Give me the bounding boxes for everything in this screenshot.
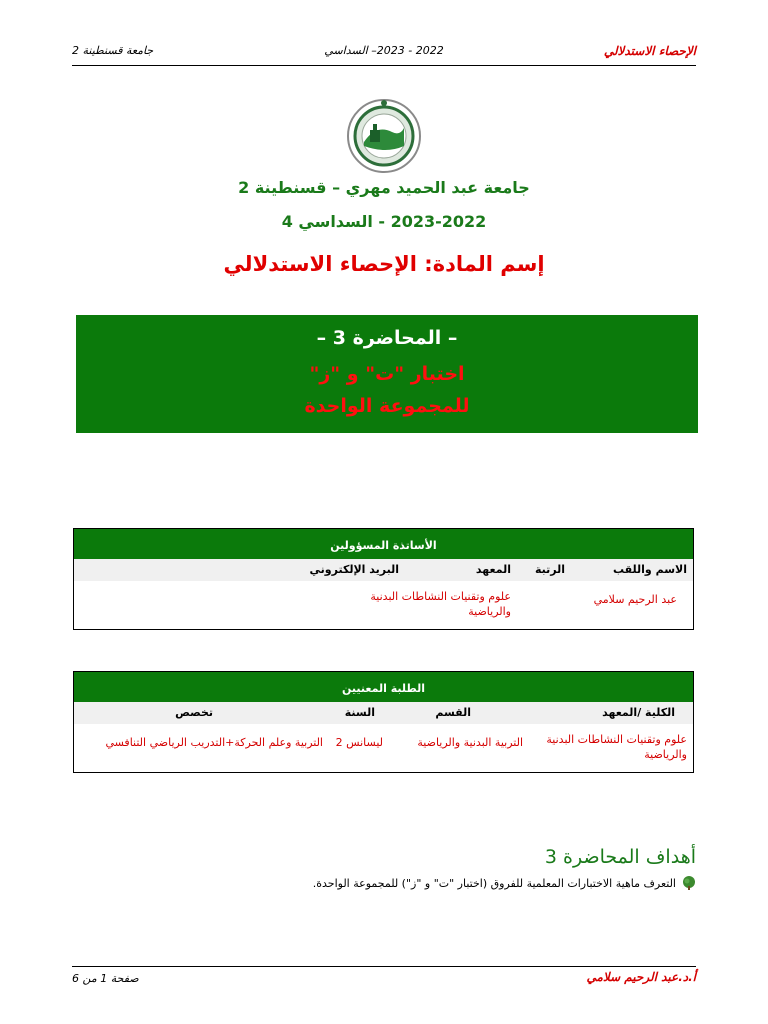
students-faculty: علوم وتقنيات النشاطات البدنية والرياضية (546, 733, 687, 761)
col-header-specialty: تخصص (175, 706, 213, 719)
col-header-name: الاسم واللقب (612, 563, 687, 576)
goals-heading: أهداف المحاضرة 3 (544, 846, 696, 868)
header-divider (72, 65, 696, 66)
lecture-banner (76, 315, 698, 433)
goal-item (313, 876, 696, 890)
subject-title: إسم المادة: الإحصاء الاستدلالي (223, 252, 545, 276)
col-header-institute: المعهد (475, 563, 511, 576)
header-university: جامعة قسنطينة 2 (72, 44, 154, 57)
goal-text: التعرف ماهية الاختبارات المعلمية للفروق (اختبار "ت" و "ز") للمجموعة الواحدة. (312, 876, 676, 890)
lecture-number: – المحاضرة 3 – (316, 327, 458, 349)
footer-divider (72, 966, 696, 967)
teacher-name: عبد الرحيم سلامي (593, 593, 677, 606)
teachers-table-title: الأساتذة المسؤولين (74, 529, 693, 559)
col-header-department: القسم (435, 706, 471, 719)
students-table-title: الطلبة المعنيين (74, 672, 693, 702)
col-header-year: السنة (344, 706, 375, 719)
students-year: ليسانس 2 (335, 736, 383, 749)
tree-bullet-icon (682, 876, 696, 890)
university-logo (346, 98, 422, 174)
footer-page-number: صفحة 1 من 6 (72, 972, 139, 985)
teachers-table (73, 528, 694, 630)
university-name: جامعة عبد الحميد مهري – قسنطينة 2 (238, 178, 530, 197)
semester-line: 2023-2022 - السداسي 4 (281, 212, 487, 231)
teacher-institute: علوم وتقنيات النشاطات البدنية والرياضية (370, 590, 511, 618)
table-row (74, 724, 693, 772)
col-header-faculty: الكلية /المعهد (602, 706, 675, 719)
col-header-email: البريد الإلكتروني (309, 563, 399, 576)
teachers-table-header-row (74, 559, 693, 581)
lecture-subtopic: للمجموعة الواحدة (304, 395, 470, 417)
col-header-rank: الرتبة (534, 563, 565, 576)
lecture-topic: اختبار "ت" و "ز" (309, 363, 465, 385)
footer-author: أ.د.عبد الرحيم سلامي (586, 970, 696, 984)
students-table (73, 671, 694, 773)
students-department: التربية البدنية والرياضية (417, 736, 523, 749)
header-course-title: الإحصاء الاستدلالي (603, 44, 696, 58)
students-specialty: التربية وعلم الحركة+التدريب الرياضي التنافسي (105, 736, 323, 749)
students-table-header-row (74, 702, 693, 724)
table-row (74, 581, 693, 629)
header-year: 2022 - 2023– السداسي (324, 44, 444, 57)
